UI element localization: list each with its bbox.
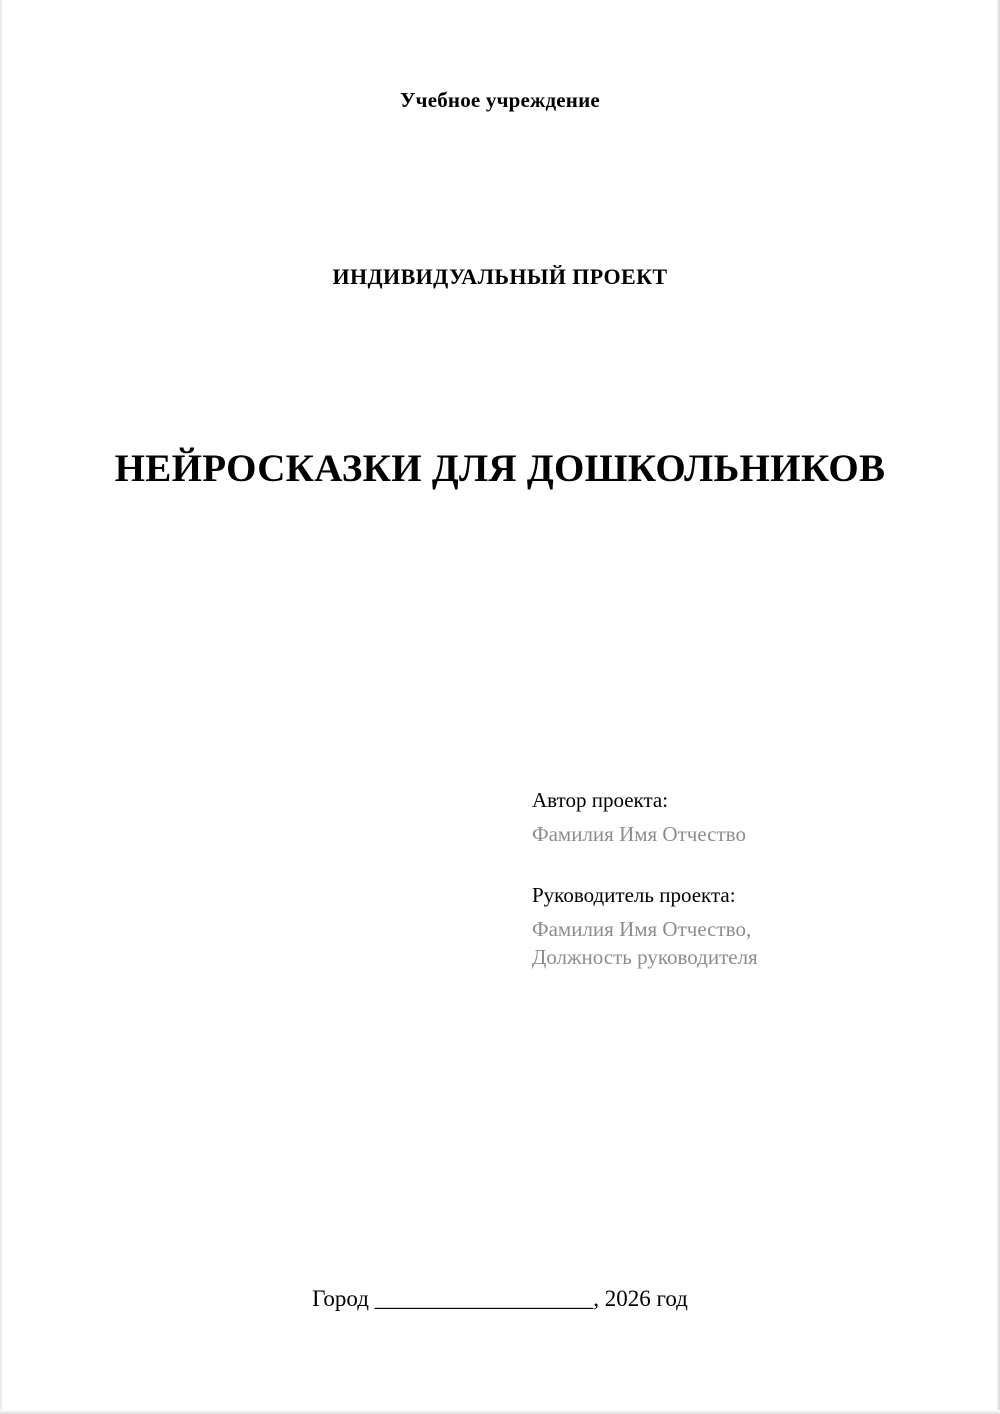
city-and-year: Город ___________________, 2026 год — [312, 1286, 688, 1311]
page-edge-right — [996, 0, 1000, 1414]
author-label: Автор проекта: — [532, 788, 669, 812]
supervisor-value-line-2: Должность руководителя — [532, 945, 758, 970]
author-value: Фамилия Имя Отчество — [532, 822, 746, 847]
page-edge-left — [0, 0, 3, 1414]
institution-name: Учебное учреждение — [400, 88, 600, 112]
supervisor-value-line-1: Фамилия Имя Отчество, — [532, 917, 752, 942]
page-edge-bottom — [0, 1410, 1000, 1414]
credits-block — [532, 786, 952, 972]
page-title: НЕЙРОСКАЗКИ ДЛЯ ДОШКОЛЬНИКОВ — [114, 447, 886, 490]
document-footer — [0, 1286, 1000, 1312]
spacer — [532, 849, 952, 881]
supervisor-label: Руководитель проекта: — [532, 882, 736, 907]
project-type-heading: ИНДИВИДУАЛЬНЫЙ ПРОЕКТ — [332, 264, 668, 289]
